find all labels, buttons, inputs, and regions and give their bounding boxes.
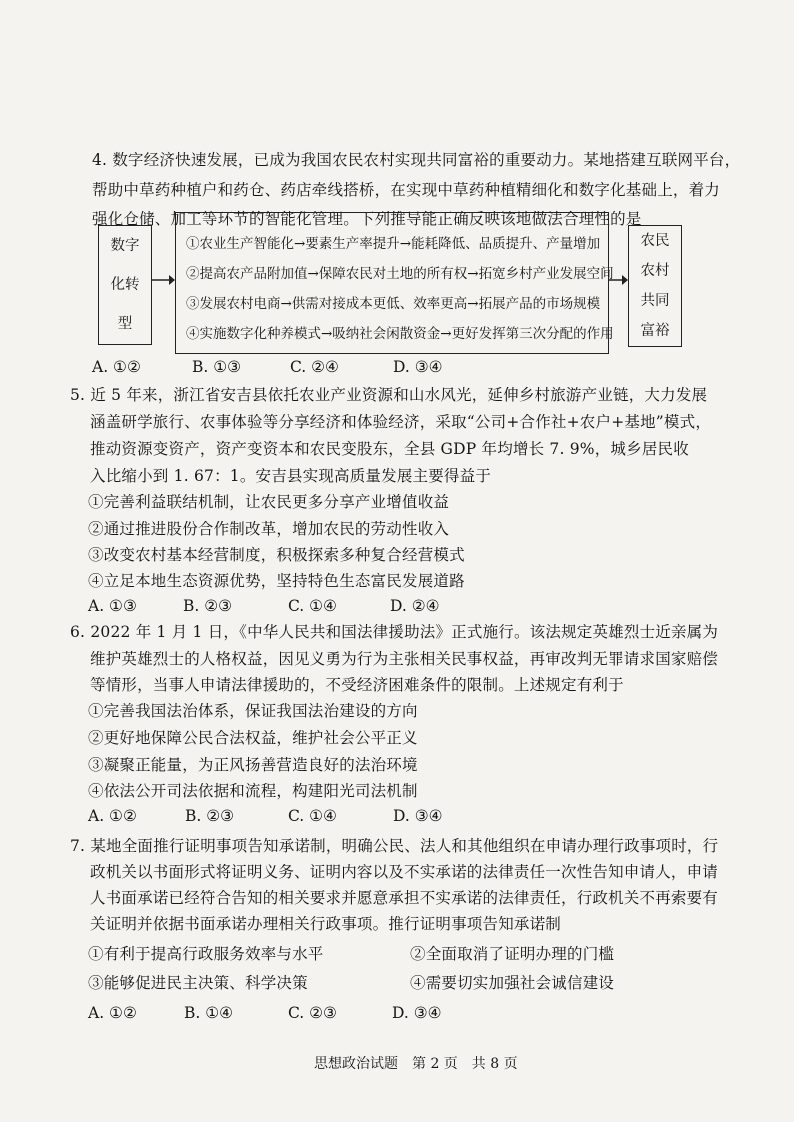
q4-stem-line-1: 4. 数字经济快速发展，已成为我国农民农村实现共同富裕的重要动力。某地搭建互联网平台， [92, 151, 741, 169]
q7-statement-4: ④需要切实加强社会诚信建设 [410, 974, 615, 992]
diagram-right-box [628, 225, 682, 347]
diagram-left-text-2: 化转 [110, 276, 140, 293]
q7-option-c: C. ②③ [288, 1004, 337, 1022]
q7-stem-line-1: 7. 某地全面推行证明事项告知承诺制，明确公民、法人和其他组织在申请办理行政事项时，行 [70, 837, 719, 855]
q6-option-d: D. ③④ [393, 807, 443, 825]
diagram-item-3: ③发展农村电商→供需对接成本更低、效率更高→拓展产品的市场规模 [186, 296, 601, 312]
q5-option-b: B. ②③ [183, 597, 233, 615]
q5-option-c: C. ①④ [288, 597, 337, 615]
diagram-left-text-1: 数字 [110, 237, 140, 254]
q7-option-a: A. ①② [88, 1004, 137, 1022]
q6-statement-1: ①完善我国法治体系，保证我国法治建设的方向 [88, 702, 418, 720]
diagram-left-text-3: 型 [117, 316, 133, 333]
diagram-item-4: ④实施数字化种养模式→吸纳社会闲散资金→更好发挥第三次分配的作用 [186, 326, 614, 342]
diagram-item-2: ②提高农产品附加值→保障农民对土地的所有权→拓宽乡村产业发展空间 [186, 266, 614, 282]
q5-stem-line-1: 5. 近 5 年来，浙江省安吉县依托农业产业资源和山水风光，延伸乡村旅游产业链，大力发展 [70, 386, 708, 404]
q5-statement-4: ④立足本地生态资源优势，坚持特色生态富民发展道路 [88, 572, 465, 590]
q5-stem-line-4: 入比缩小到 1. 67：1。安吉县实现高质量发展主要得益于 [90, 467, 492, 485]
q4-option-b: B. ①③ [192, 358, 242, 376]
q7-statement-2: ②全面取消了证明办理的门槛 [410, 945, 615, 963]
q6-stem-line-3: 等情形，当事人申请法律援助的，不受经济困难条件的限制。上述规定有利于 [90, 676, 624, 694]
q7-stem-line-2: 政机关以书面形式将证明义务、证明内容以及不实承诺的法律责任一次性告知申请人，申请 [90, 863, 719, 881]
q4-option-c: C. ②④ [290, 358, 339, 376]
page-footer: 思想政治试题 第 2 页 共 8 页 [314, 1056, 518, 1072]
q7-option-d: D. ③④ [392, 1004, 442, 1022]
q5-statement-3: ③改变农村基本经营制度，积极探索多种复合经营模式 [88, 546, 465, 564]
q6-option-a: A. ①② [88, 807, 137, 825]
q6-stem-line-1: 6. 2022 年 1 月 1 日，《中华人民共和国法律援助法》正式施行。该法规定英雄烈士近亲属为 [70, 623, 719, 641]
q6-statement-2: ②更好地保障公民合法权益，维护社会公平正义 [88, 729, 418, 747]
q6-option-b: B. ②③ [185, 807, 235, 825]
q4-stem-line-2: 帮助中草药种植户和药仓、药店牵线搭桥，在实现中草药种植精细化和数字化基础上，着力 [92, 181, 721, 199]
q5-option-a: A. ①③ [88, 597, 137, 615]
q5-statement-1: ①完善利益联结机制，让农民更多分享产业增值收益 [88, 493, 450, 511]
q4-stem-line-3: 强化仓储、加工等环节的智能化管理。下列推导能正确反映该地做法合理性的是 [92, 210, 642, 228]
q7-stem-line-3: 人书面承诺已经符合告知的相关要求并愿意承担不实承诺的法律责任，行政机关不再索要有 [90, 889, 719, 907]
q5-option-d: D. ②④ [390, 597, 440, 615]
diagram-left-box [98, 225, 152, 345]
arrow-right-icon [150, 270, 176, 290]
q7-statement-3: ③能够促进民主决策、科学决策 [88, 974, 308, 992]
q6-option-c: C. ①④ [288, 807, 337, 825]
q7-statement-1: ①有利于提高行政服务效率与水平 [88, 945, 324, 963]
diagram-middle-box [175, 212, 614, 354]
q5-statement-2: ②通过推进股份合作制改革，增加农民的劳动性收入 [88, 520, 450, 538]
arrow-right-icon [607, 270, 629, 290]
q5-stem-line-2: 涵盖研学旅行、农事体验等分享经济和体验经济，采取“公司+合作社+农户+基地”模式， [90, 413, 712, 431]
diagram-right-text-4: 富裕 [640, 323, 670, 339]
q5-stem-line-3: 推动资源变资产，资产变资本和农民变股东，全县 GDP 年均增长 7. 9%，城乡居民收 [90, 440, 689, 458]
q6-statement-4: ④依法公开司法依据和流程，构建阳光司法机制 [88, 782, 418, 800]
diagram-item-1: ①农业生产智能化→要素生产率提升→能耗降低、品质提升、产量增加 [186, 236, 601, 252]
diagram-right-text-3: 共同 [640, 293, 670, 309]
q4-option-d: D. ③④ [393, 358, 443, 376]
q7-option-b: B. ①④ [184, 1004, 234, 1022]
diagram-right-text-1: 农民 [640, 233, 670, 249]
q4-option-a: A. ①② [92, 358, 141, 376]
q6-statement-3: ③凝聚正能量，为正风扬善营造良好的法治环境 [88, 756, 418, 774]
q7-stem-line-4: 关证明并依据书面承诺办理相关行政事项。推行证明事项告知承诺制 [90, 915, 562, 933]
diagram-right-text-2: 农村 [640, 263, 670, 279]
q6-stem-line-2: 维护英雄烈士的人格权益，因见义勇为行为主张相关民事权益，再审改判无罪请求国家赔偿 [90, 650, 719, 668]
